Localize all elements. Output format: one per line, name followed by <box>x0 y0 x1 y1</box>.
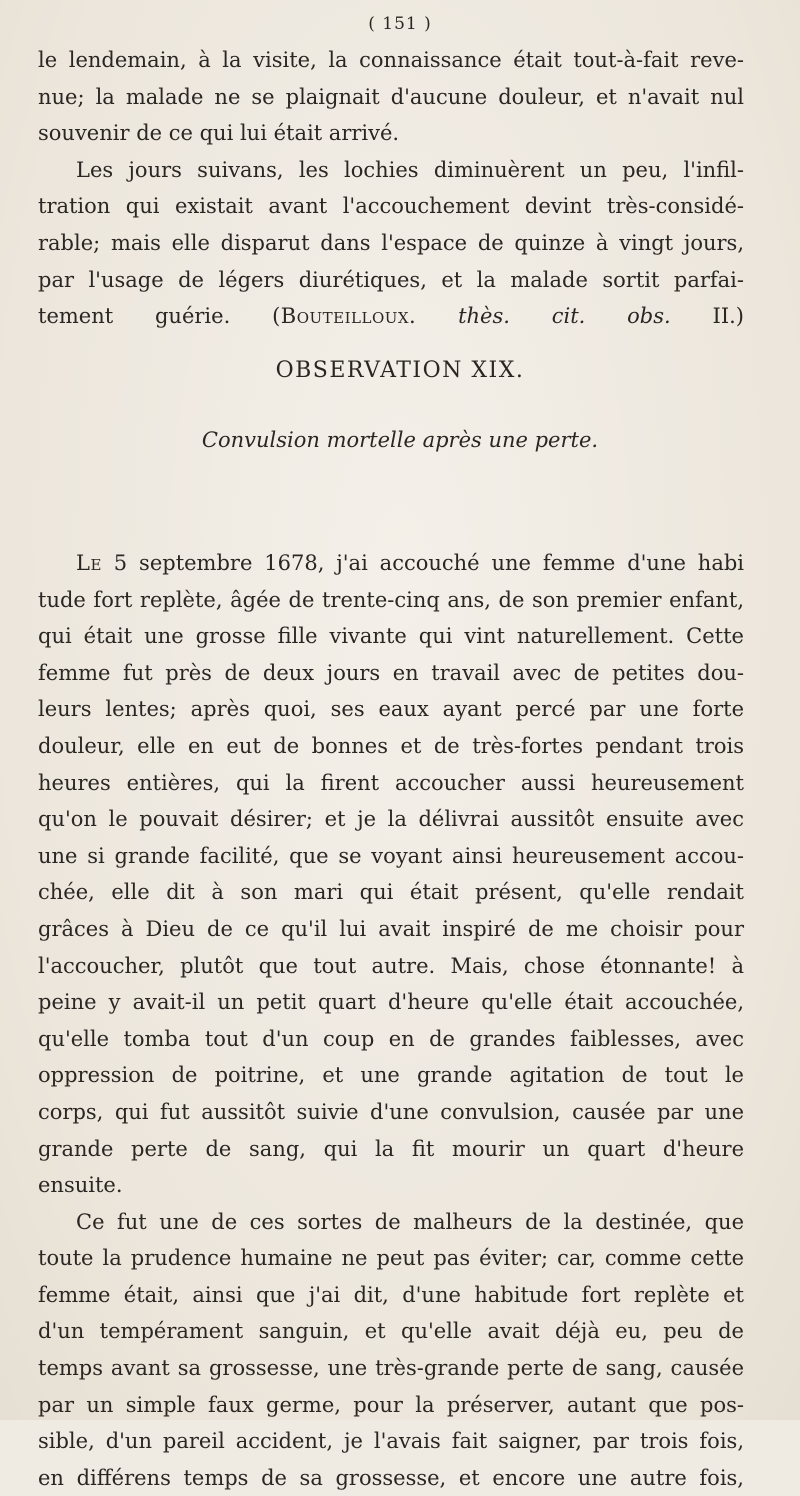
text-line: leurs lentes; après quoi, ses eaux ayant percé par une forte <box>38 697 744 722</box>
text-block-main <box>38 545 744 1496</box>
text-span: 5 septembre 1678, j'ai accouché une femme d'une habi <box>101 551 744 575</box>
text-line: toute la prudence humaine ne peut pas éviter; car, comme cette <box>38 1246 744 1271</box>
citation-author: (Bouteilloux. <box>272 304 417 329</box>
text-span: tement guérie. <box>38 304 231 329</box>
text-line: chée, elle dit à son mari qui était présent, qu'elle rendait <box>38 880 744 905</box>
text-line: grande perte de sang, qui la fit mourir un quart d'heure <box>38 1136 744 1161</box>
text-line: douleur, elle en eut de bonnes et de très-fortes pendant trois <box>38 733 744 758</box>
text-line: tration qui existait avant l'accouchement devint très-considé- <box>38 194 744 219</box>
text-line: sible, d'un pareil accident, je l'avais fait saigner, par trois fois, <box>38 1429 744 1454</box>
page-number: ( 151 ) <box>368 14 432 34</box>
text-line: qu'on le pouvait désirer; et je la délivrai aussitôt ensuite avec <box>38 807 744 832</box>
text-line: souvenir de ce qui lui était arrivé. <box>38 121 400 146</box>
text-line: par un simple faux germe, pour la préserver, autant que pos- <box>38 1392 744 1417</box>
text-line: le lendemain, à la visite, la connaissance était tout-à-fait reve- <box>38 48 744 72</box>
text-line: femme fut près de deux jours en travail avec de petites dou- <box>38 660 744 685</box>
text-line: temps avant sa grossesse, une très-grande perte de sang, causée <box>38 1356 744 1381</box>
text-line: nue; la malade ne se plaignait d'aucune douleur, et n'avait nul <box>38 84 744 109</box>
observation-subtitle: Convulsion mortelle après une perte. <box>201 428 599 452</box>
text-line: Les jours suivans, les lochies diminuèrent un peu, l'infil- <box>76 157 744 182</box>
opening-word: Le <box>76 551 102 575</box>
text-line: Ce fut une de ces sortes de malheurs de la destinée, que <box>76 1209 744 1234</box>
text-line: rable; mais elle disparut dans l'espace de quinze à vingt jours, <box>38 230 744 255</box>
text-line: qu'elle tomba tout d'un coup en de grandes faiblesses, avec <box>38 1026 744 1051</box>
text-line: tude fort replète, âgée de trente-cinq ans, de son premier enfant, <box>38 587 744 612</box>
citation-reference: thès. cit. obs. <box>458 304 671 329</box>
text-line: d'un tempérament sanguin, et qu'elle avait déjà eu, peu de <box>38 1319 744 1344</box>
text-line: ensuite. <box>38 1173 123 1198</box>
text-line: heures entières, qui la firent accoucher aussi heureusement <box>38 770 744 795</box>
text-line: oppression de poitrine, et une grande agitation de tout le <box>38 1063 744 1088</box>
citation-number: II.) <box>712 304 744 329</box>
text-line: une si grande facilité, que se voyant ainsi heureusement accou- <box>38 843 744 868</box>
text-line: par l'usage de légers diurétiques, et la malade sortit parfai- <box>38 267 744 292</box>
text-line: grâces à Dieu de ce qu'il lui avait inspiré de me choisir pour <box>38 916 744 941</box>
text-line <box>38 545 744 582</box>
text-block-top <box>38 42 744 335</box>
observation-title: OBSERVATION XIX. <box>275 358 525 383</box>
text-line: l'accoucher, plutôt que tout autre. Mais, chose étonnante! à <box>38 953 744 978</box>
text-line: femme était, ainsi que j'ai dit, d'une habitude fort replète et <box>38 1282 744 1307</box>
text-line: peine y avait-il un petit quart d'heure qu'elle était accouchée, <box>38 990 744 1015</box>
citation-line <box>38 298 744 335</box>
text-line: qui était une grosse fille vivante qui vint naturellement. Cette <box>38 624 744 649</box>
text-line: en différens temps de sa grossesse, et encore une autre fois, <box>38 1465 744 1490</box>
text-line: corps, qui fut aussitôt suivie d'une convulsion, causée par une <box>38 1099 744 1124</box>
